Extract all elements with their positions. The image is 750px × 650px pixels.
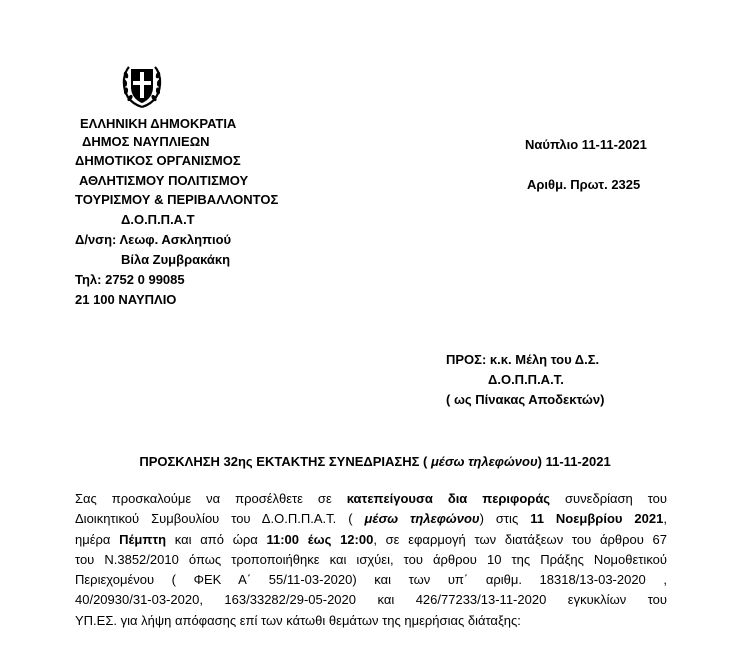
invitation-title [0,454,750,469]
body-text: ημέρα [75,531,120,547]
body-line-1 [75,489,667,509]
body-text: Σας προσκαλούμε να προσέλθετε σε [75,491,347,506]
body-line-2 [75,509,667,529]
header-org-line-3: ΤΟΥΡΙΣΜΟΥ & ΠΕΡΙΒΑΛΛΟΝΤΟΣ [75,192,279,207]
header-org-line-1: ΔΗΜΟΤΙΚΟΣ ΟΡΓΑΝΙΣΜΟΣ [75,153,241,168]
body-line-7: ΥΠ.ΕΣ. για λήψη απόφασης επί των κάτωθι θεμάτων της ημερήσιας διάταξης: [75,612,521,628]
body-text: και από ώρα [166,531,267,547]
meeting-date: 11 Νοεμβρίου 2021 [530,511,664,527]
body-line-3 [75,530,667,550]
body-line-6: 40/20930/31-03-2020, 163/33282/29-05-2020 και 426/77233/13-11-2020 εγκυκλίων του [75,592,667,608]
recipients-org: Δ.Ο.Π.Π.Α.Τ. [488,372,564,387]
coat-of-arms-icon [121,63,163,109]
recipients-note: ( ως Πίνακας Αποδεκτών) [446,392,605,407]
invitation-title-suffix: ) 11-11-2021 [537,454,611,469]
meeting-day: Πέμπτη [119,531,167,547]
header-phone: Τηλ: 2752 0 99085 [75,272,185,287]
header-address-building: Βίλα Ζυμβρακάκη [121,252,231,267]
header-org-acronym: Δ.Ο.Π.Π.Α.Τ [121,212,195,227]
header-org-line-2: ΑΘΛΗΤΙΣΜΟΥ ΠΟΛΙΤΙΣΜΟΥ [79,173,249,188]
header-address: Δ/νση: Λεωφ. Ασκληπιού [75,232,232,247]
header-municipality: ΔΗΜΟΣ ΝΑΥΠΛΙΕΩΝ [82,134,210,149]
body-line-4: του Ν.3852/2010 όπως τροποποιήθηκε και ισχύει, του άρθρου 10 της Πράξης Νομοθετικού [75,551,667,567]
invitation-body [75,489,667,631]
protocol-number: Αριθμ. Πρωτ. 2325 [527,177,641,192]
recipients-line: ΠΡΟΣ: κ.κ. Μέλη του Δ.Σ. [446,352,600,367]
body-line-5: Περιεχομένου ( ΦΕΚ Α΄ 55/11-03-2020) και των υπ΄ αριθμ. 18318/13-03-2020 , [75,572,667,588]
body-text: , σε εφαρμογή των διατάξεων του άρθρου 67 [373,531,668,547]
body-text: ) στις [479,511,531,527]
place-date: Ναύπλιο 11-11-2021 [525,137,647,152]
body-text: συνεδρίαση του [550,491,668,506]
invitation-title-prefix: ΠΡΟΣΚΛΗΣΗ 32ης ΕΚΤΑΚΤΗΣ ΣΥΝΕΔΡΙΑΣΗΣ ( [139,454,428,469]
header-postcode-city: 21 100 ΝΑΥΠΛΙΟ [75,292,177,307]
body-text: Διοικητικού Συμβουλίου του Δ.Ο.Π.Π.Α.Τ. ( [75,511,365,527]
by-phone-text: μέσω τηλεφώνου [364,511,480,527]
header-country: ΕΛΛΗΝΙΚΗ ΔΗΜΟΚΡΑΤΙΑ [80,116,237,131]
urgent-circulation-text: κατεπείγουσα δια περιφοράς [346,491,551,506]
invitation-title-italic: μέσω τηλεφώνου [427,454,538,469]
meeting-time: 11:00 έως 12:00 [266,531,374,547]
body-text: , [663,511,667,527]
